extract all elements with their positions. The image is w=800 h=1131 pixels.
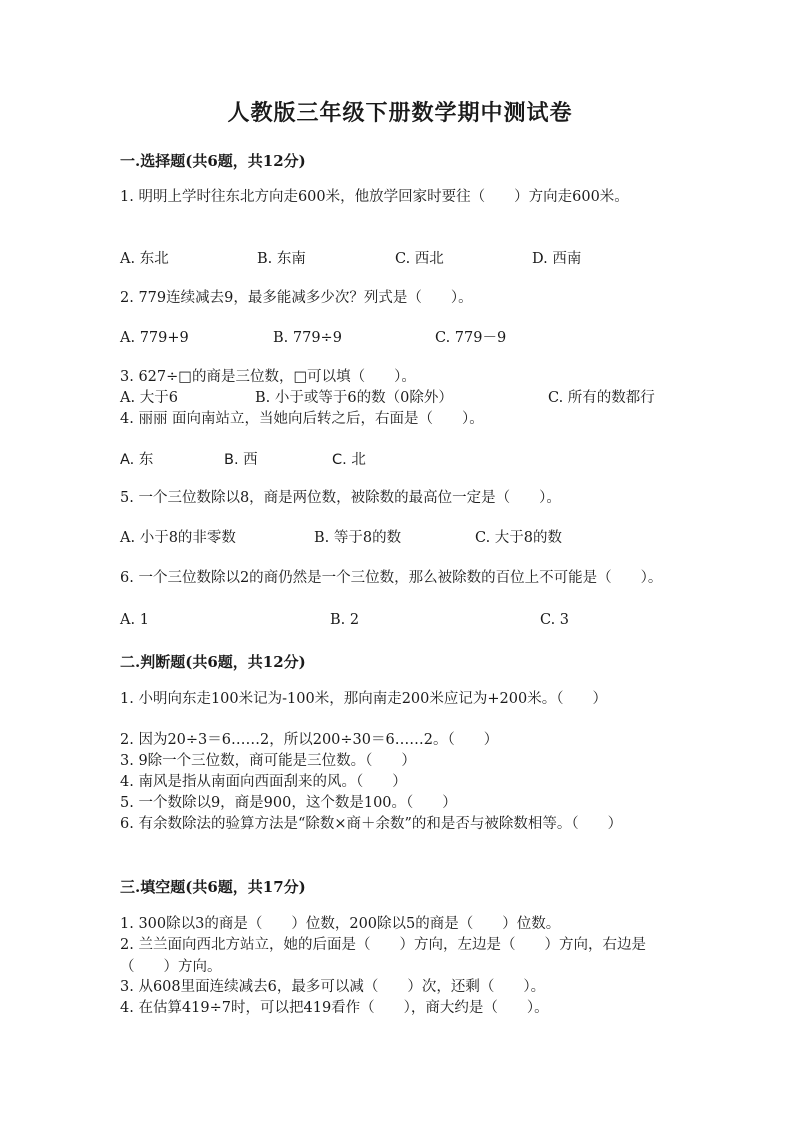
option-1-1-b: B. 东南 xyxy=(257,251,306,267)
fill-item-4: 4. 在估算419÷7时，可以把419看作（ ），商大约是（ ）。 xyxy=(120,1000,549,1016)
question-1-6: 6. 一个三位数除以2的商仍然是一个三位数，那么被除数的百位上不可能是（ ）。 xyxy=(120,570,663,586)
option-1-1-c: C. 西北 xyxy=(395,251,444,267)
section-heading-judgment: 二.判断题(共6题，共12分) xyxy=(120,653,306,671)
option-1-1-d: D. 西南 xyxy=(532,251,582,267)
judgment-item-2: 2. 因为20÷3＝6……2，所以200÷30＝6……2。（ ） xyxy=(120,732,499,748)
option-1-3-b: B. 小于或等于6的数（0除外） xyxy=(255,390,453,406)
question-1-4: 4. 丽丽 面向南站立，当她向后转之后，右面是（ ）。 xyxy=(120,411,484,427)
option-1-5-c: C. 大于8的数 xyxy=(475,530,563,546)
section-heading-fill-blank: 三.填空题(共6题，共17分) xyxy=(120,878,306,896)
option-1-3-a: A. 大于6 xyxy=(120,390,178,406)
option-1-2-a: A. 779+9 xyxy=(120,330,189,346)
option-1-4-c: C. 北 xyxy=(332,452,366,468)
page-title: 人教版三年级下册数学期中测试卷 xyxy=(227,100,573,126)
question-1-2: 2. 779连续减去9，最多能减多少次？列式是（ ）。 xyxy=(120,290,473,306)
section-heading-choice: 一.选择题(共6题，共12分) xyxy=(120,152,306,170)
fill-item-3: 3. 从608里面连续减去6，最多可以减（ ）次，还剩（ ）。 xyxy=(120,979,546,995)
question-1-1: 1. 明明上学时往东北方向走600米，他放学回家时要往（ ）方向走600米。 xyxy=(120,189,629,205)
fill-item-2: 2. 兰兰面向西北方站立，她的后面是（ ）方向，左边是（ ）方向，右边是（ ）方向。 xyxy=(120,937,646,975)
option-1-5-b: B. 等于8的数 xyxy=(314,530,402,546)
option-1-4-a: A. 东 xyxy=(120,452,154,468)
option-1-2-b: B. 779÷9 xyxy=(273,330,342,346)
fill-item-1: 1. 300除以3的商是（ ）位数，200除以5的商是（ ）位数。 xyxy=(120,916,561,932)
option-1-3-c: C. 所有的数都行 xyxy=(548,390,655,406)
option-1-4-b: B. 西 xyxy=(224,452,258,468)
option-1-6-a: A. 1 xyxy=(120,612,149,628)
judgment-item-6: 6. 有余数除法的验算方法是“除数×商＋余数”的和是否与被除数相等。（ ） xyxy=(120,816,623,832)
judgment-item-3: 3. 9除一个三位数，商可能是三位数。（ ） xyxy=(120,753,416,769)
judgment-item-5: 5. 一个数除以9，商是900，这个数是100。（ ） xyxy=(120,795,457,811)
option-1-6-c: C. 3 xyxy=(540,612,570,628)
judgment-item-1: 1. 小明向东走100米记为-100米，那向南走200米应记为+200米。（ ） xyxy=(120,691,607,707)
option-1-1-a: A. 东北 xyxy=(120,251,169,267)
question-1-5: 5. 一个三位数除以8，商是两位数，被除数的最高位一定是（ ）。 xyxy=(120,490,561,506)
option-1-2-c: C. 779－9 xyxy=(435,330,507,346)
option-1-6-b: B. 2 xyxy=(330,612,360,628)
option-1-5-a: A. 小于8的非零数 xyxy=(120,530,236,546)
question-1-3: 3. 627÷□的商是三位数，□可以填（ ）。 xyxy=(120,369,416,385)
judgment-item-4: 4. 南风是指从南面向西面刮来的风。（ ） xyxy=(120,774,407,790)
